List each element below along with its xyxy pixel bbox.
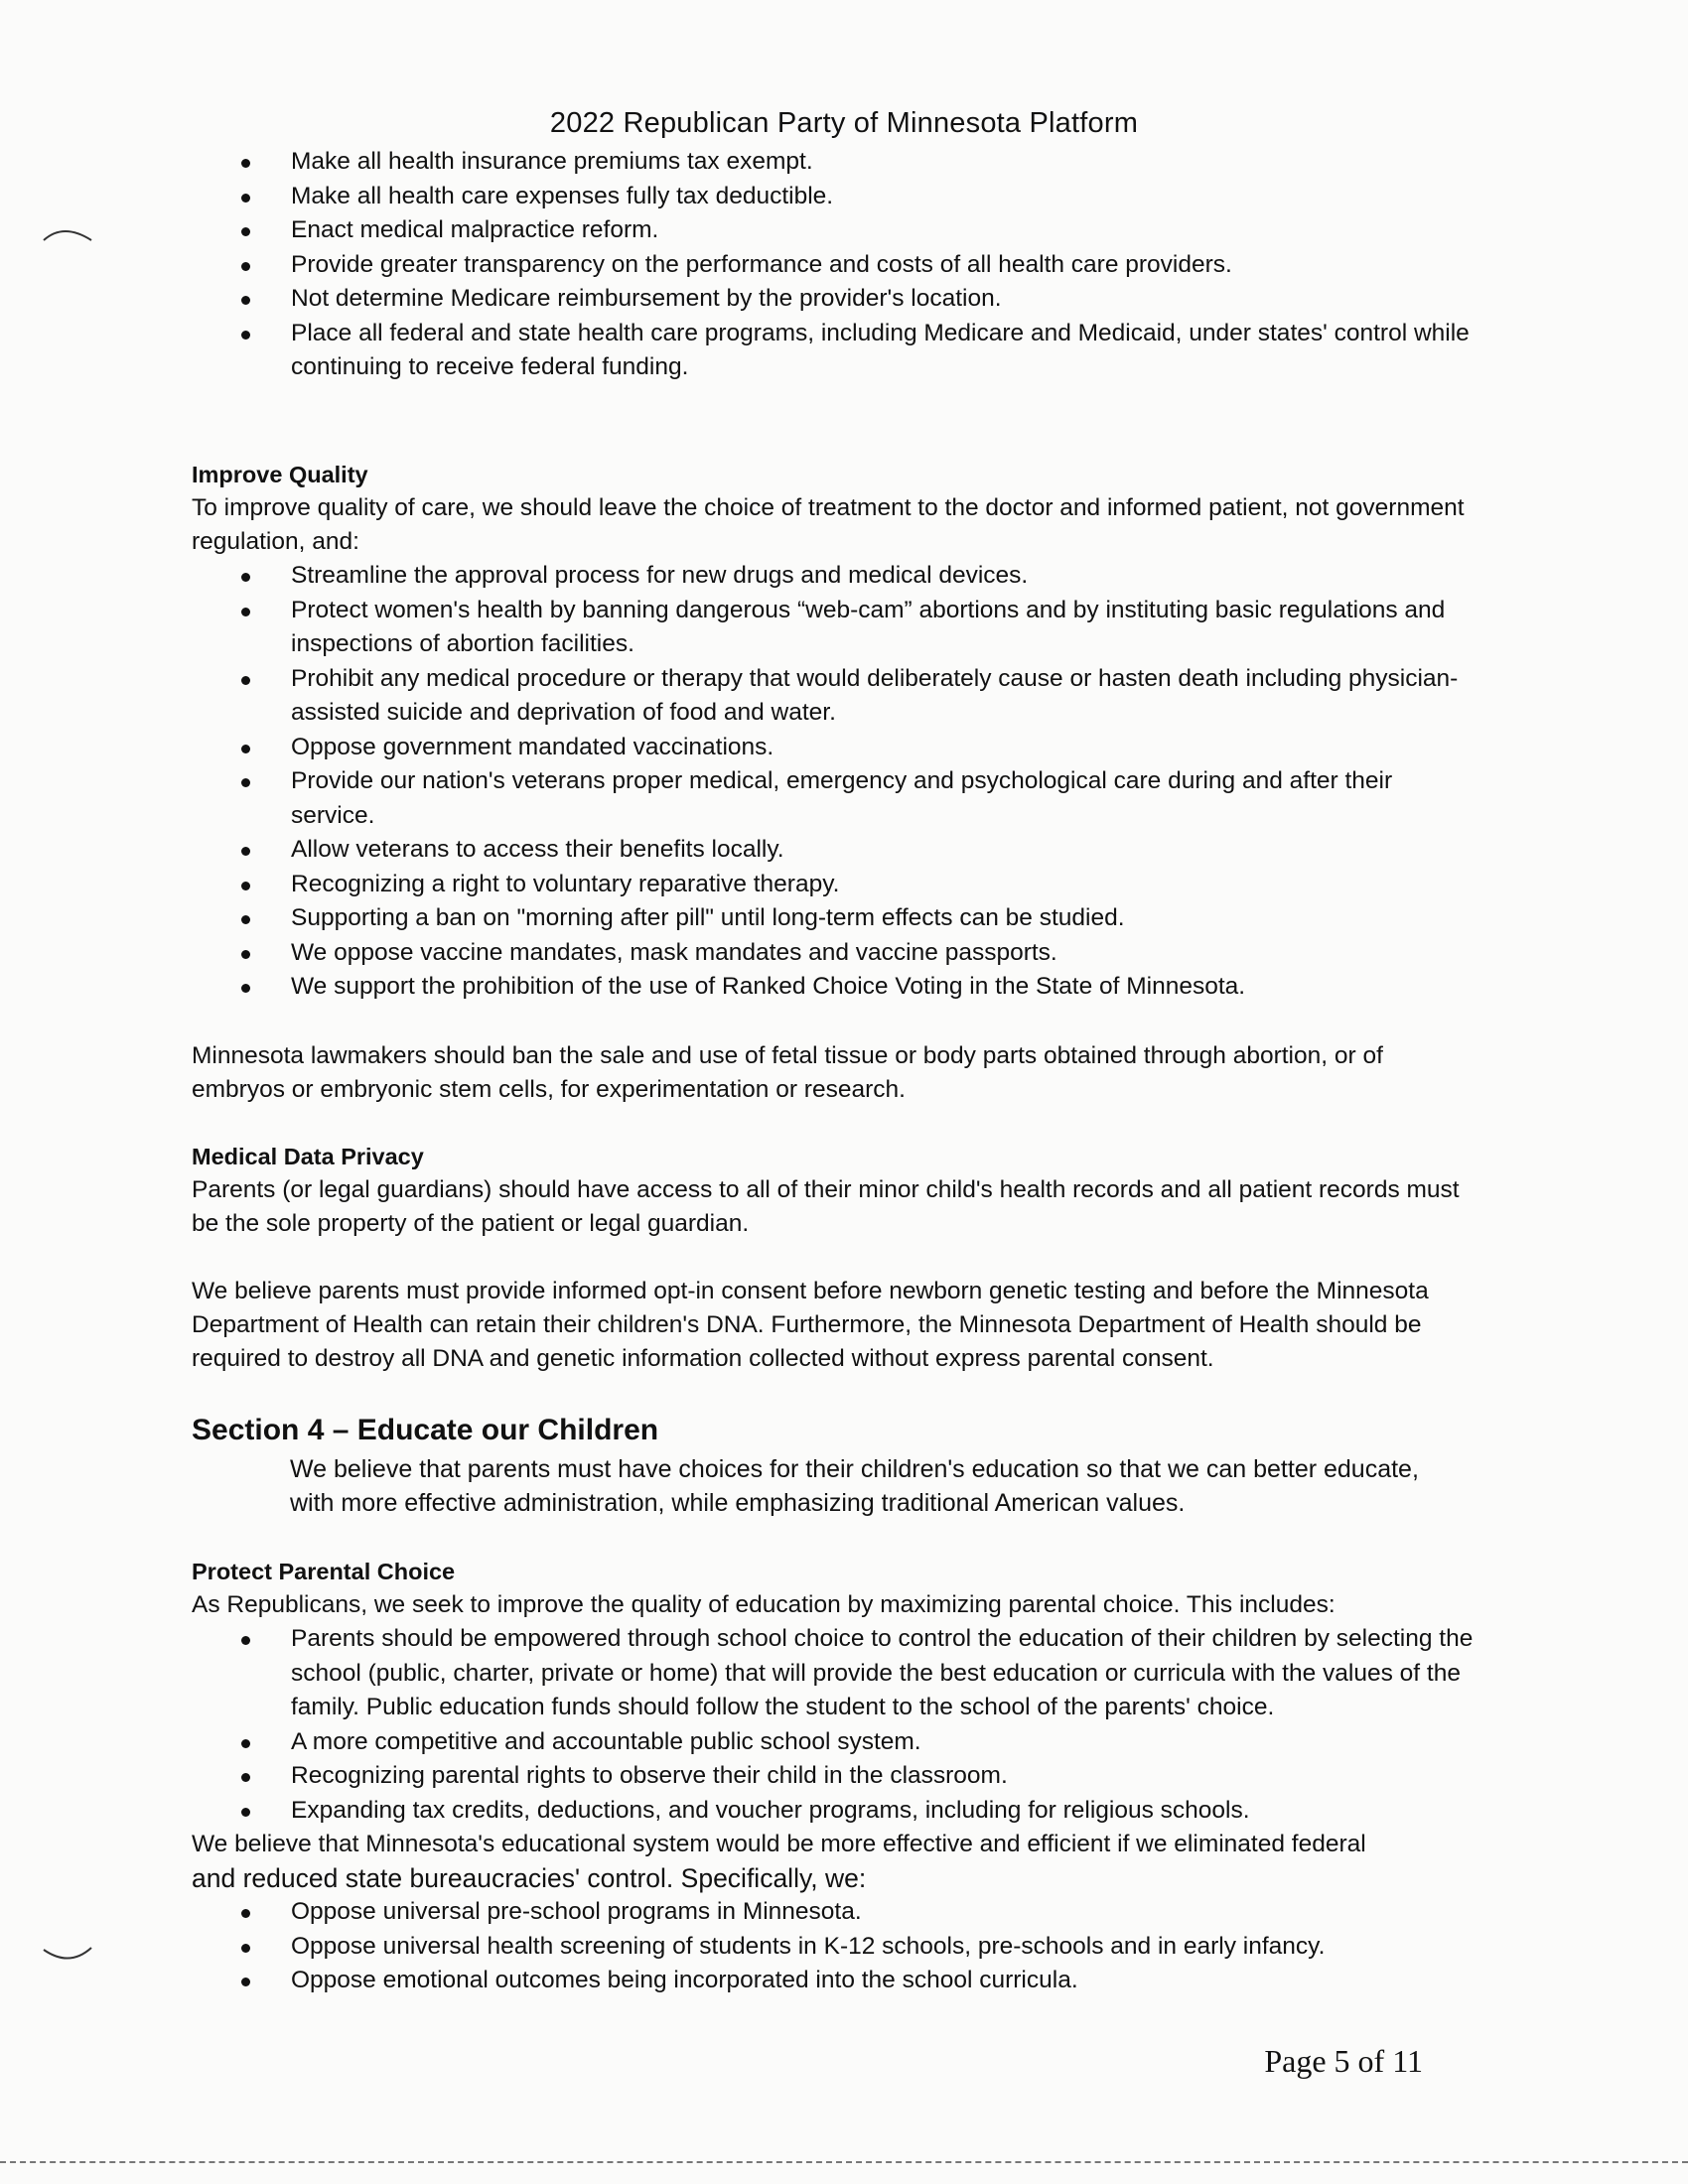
margin-mark-top xyxy=(40,218,99,248)
list-item: We oppose vaccine mandates, mask mandates and vaccine passports. xyxy=(192,936,1482,971)
margin-mark-bottom xyxy=(40,1944,99,1974)
medical-data-privacy-heading: Medical Data Privacy xyxy=(192,1144,424,1169)
list-item: Not determine Medicare reimbursement by the provider's location. xyxy=(192,282,1482,317)
list-item: Enact medical malpractice reform. xyxy=(192,213,1482,248)
improve-quality-intro: To improve quality of care, we should leave the choice of treatment to the doctor and informed patient, not government regulation, and: xyxy=(192,494,1465,555)
list-item: Provide greater transparency on the performance and costs of all health care providers. xyxy=(192,248,1482,283)
list-item: Oppose universal health screening of students in K-12 schools, pre-schools and in early infancy. xyxy=(192,1930,1482,1965)
health-list-top xyxy=(192,145,1482,385)
list-item: Oppose government mandated vaccinations. xyxy=(192,731,1482,765)
section-4-title: Section 4 – Educate our Children xyxy=(192,1414,659,1446)
list-item: Protect women's health by banning dangerous “web-cam” abortions and by instituting basic regulations and inspections of abortion facilities. xyxy=(192,594,1482,662)
list-item: Make all health care expenses fully tax deductible. xyxy=(192,180,1482,214)
list-item: We support the prohibition of the use of Ranked Choice Voting in the State of Minnesota. xyxy=(192,970,1482,1005)
list-item: Recognizing a right to voluntary reparative therapy. xyxy=(192,868,1482,902)
improve-quality-heading: Improve Quality xyxy=(192,462,368,487)
list-item: Make all health insurance premiums tax exempt. xyxy=(192,145,1482,180)
list-item: Recognizing parental rights to observe their child in the classroom. xyxy=(192,1759,1482,1794)
parental-choice-intro: As Republicans, we seek to improve the quality of education by maximizing parental choice. This includes: xyxy=(192,1591,1336,1618)
list-item: Provide our nation's veterans proper medical, emergency and psychological care during and after their service. xyxy=(192,764,1482,833)
parental-choice-heading: Protect Parental Choice xyxy=(192,1559,456,1584)
fetal-tissue-paragraph-block xyxy=(192,1039,1482,1107)
fetal-tissue-paragraph: Minnesota lawmakers should ban the sale and use of fetal tissue or body parts obtained through abortion, or of embryos or embryonic stem cells, for experimentation or research. xyxy=(192,1042,1383,1103)
list-item: Parents should be empowered through school choice to control the education of their children by selecting the school (public, charter, private or home) that will provide the best education or curricula with the values of the family. Public education funds should follow the student to the school of the parents' choice. xyxy=(192,1622,1482,1725)
parental-choice-section xyxy=(192,1555,1482,1998)
health-list-top-block xyxy=(192,145,1482,385)
bureaucracy-line-2: and reduced state bureaucracies' control. Specifically, we: xyxy=(192,1863,867,1893)
page-number: Page 5 of 11 xyxy=(1264,2043,1423,2079)
list-item: Place all federal and state health care programs, including Medicare and Medicaid, under states' control while continuing to receive federal funding. xyxy=(192,317,1482,385)
list-item: Prohibit any medical procedure or therapy that would deliberately cause or hasten death including physician-assisted suicide and deprivation of food and water. xyxy=(192,662,1482,731)
list-item: Streamline the approval process for new drugs and medical devices. xyxy=(192,559,1482,594)
list-item: A more competitive and accountable public school system. xyxy=(192,1725,1482,1760)
parental-choice-list xyxy=(192,1622,1482,1828)
specific-opposition-list xyxy=(192,1895,1482,1998)
improve-quality-list xyxy=(192,559,1482,1005)
section-4-intro: We believe that parents must have choices for their children's education so that we can better educate, with more effective administration, while emphasizing traditional American values. xyxy=(290,1455,1419,1517)
medical-data-privacy-section xyxy=(192,1140,1482,1241)
list-item: Oppose universal pre-school programs in Minnesota. xyxy=(192,1895,1482,1930)
list-item: Expanding tax credits, deductions, and voucher programs, including for religious schools. xyxy=(192,1794,1482,1829)
list-item: Supporting a ban on "morning after pill" until long-term effects can be studied. xyxy=(192,901,1482,936)
dna-consent-paragraph: We believe parents must provide informed opt-in consent before newborn genetic testing and before the Minnesota Department of Health can retain their children's DNA. Furthermore, the Minnesota Department of Health should be required to destroy all DNA and genetic information collected without express parental consent. xyxy=(192,1278,1429,1372)
list-item: Oppose emotional outcomes being incorporated into the school curricula. xyxy=(192,1964,1482,1998)
bottom-rule xyxy=(0,2161,1688,2163)
medical-data-privacy-paragraph-1: Parents (or legal guardians) should have access to all of their minor child's health records and all patient records must be the sole property of the patient or legal guardian. xyxy=(192,1176,1460,1237)
page-header-title: 2022 Republican Party of Minnesota Platform xyxy=(549,107,1139,139)
dna-consent-paragraph-block xyxy=(192,1275,1482,1376)
improve-quality-section xyxy=(192,458,1482,1005)
bureaucracy-line-1: We believe that Minnesota's educational system would be more effective and efficient if we eliminated federal xyxy=(192,1831,1366,1857)
list-item: Allow veterans to access their benefits locally. xyxy=(192,833,1482,868)
